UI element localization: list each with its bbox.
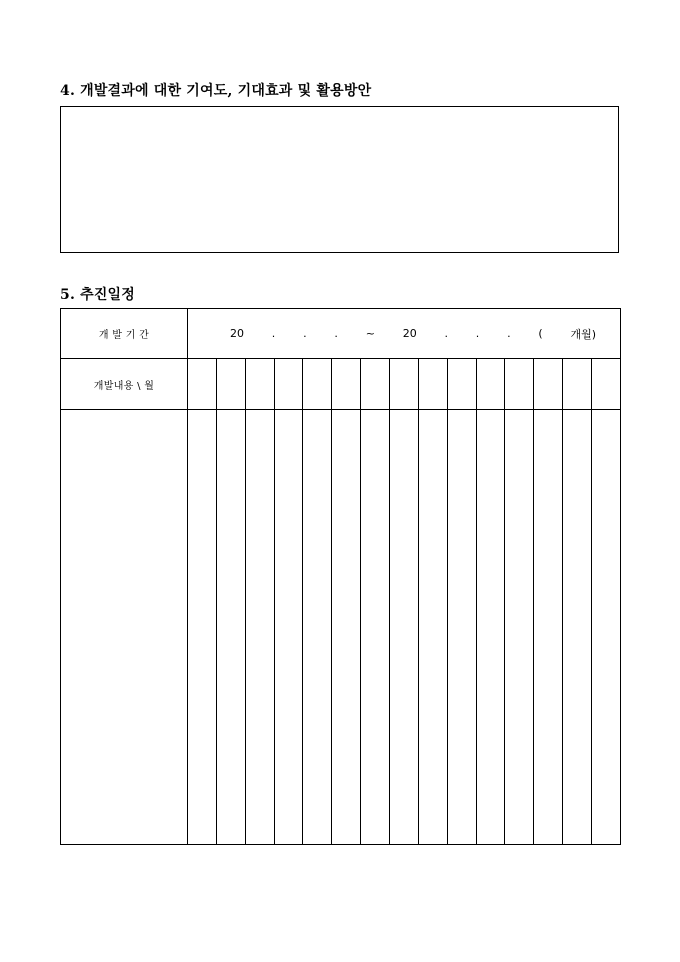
- period-row: [61, 309, 621, 359]
- month-header-cell[interactable]: [361, 359, 390, 410]
- month-schedule-cell[interactable]: [592, 410, 621, 845]
- period-value-cell[interactable]: [188, 309, 621, 359]
- month-schedule-cell[interactable]: [216, 410, 245, 845]
- month-schedule-cell[interactable]: [418, 410, 447, 845]
- period-dot: .: [475, 327, 480, 340]
- month-header-cell[interactable]: [390, 359, 419, 410]
- period-dot: .: [444, 327, 448, 340]
- month-header-cell[interactable]: [188, 359, 217, 410]
- month-header-cell[interactable]: [476, 359, 505, 410]
- month-header-cell[interactable]: [332, 359, 361, 410]
- section5-heading: 5. 추진일정: [60, 287, 135, 303]
- period-tilde: ~: [365, 327, 375, 340]
- month-header-cell[interactable]: [505, 359, 534, 410]
- month-schedule-cell[interactable]: [447, 410, 476, 845]
- month-header-cell[interactable]: [303, 359, 332, 410]
- period-end-year: 20: [402, 327, 417, 340]
- month-header-cell[interactable]: [447, 359, 476, 410]
- month-schedule-cell[interactable]: [563, 410, 592, 845]
- month-header-cell[interactable]: [274, 359, 303, 410]
- period-start-year: 20: [230, 327, 244, 340]
- month-schedule-cell[interactable]: [390, 410, 419, 845]
- period-dot: .: [303, 327, 307, 340]
- month-schedule-cell[interactable]: [303, 410, 332, 845]
- schedule-body-row: [61, 410, 621, 845]
- month-schedule-cell[interactable]: [505, 410, 534, 845]
- period-dot: .: [271, 327, 276, 340]
- section4-heading: 4. 개발결과에 대한 기여도, 기대효과 및 활용방안: [60, 83, 372, 99]
- content-month-label: 개발내용 \ 월: [61, 359, 188, 410]
- month-schedule-cell[interactable]: [534, 410, 563, 845]
- schedule-table: [60, 308, 621, 845]
- month-header-cell[interactable]: [216, 359, 245, 410]
- period-months: 개월): [570, 327, 597, 341]
- month-header-cell[interactable]: [592, 359, 621, 410]
- month-schedule-cell[interactable]: [274, 410, 303, 845]
- month-schedule-cell[interactable]: [245, 410, 274, 845]
- month-schedule-cell[interactable]: [361, 410, 390, 845]
- period-paren-open: (: [538, 327, 543, 340]
- period-label: 개 발 기 간: [61, 309, 188, 359]
- month-header-cell[interactable]: [534, 359, 563, 410]
- month-schedule-cell[interactable]: [188, 410, 217, 845]
- period-dot: .: [334, 327, 338, 340]
- month-header-row: [61, 359, 621, 410]
- month-header-cell[interactable]: [245, 359, 274, 410]
- content-cell[interactable]: [61, 410, 188, 845]
- period-dot: .: [507, 327, 511, 340]
- month-schedule-cell[interactable]: [332, 410, 361, 845]
- period-value: [188, 326, 620, 342]
- month-header-cell[interactable]: [563, 359, 592, 410]
- month-schedule-cell[interactable]: [476, 410, 505, 845]
- contribution-text-box[interactable]: [60, 106, 619, 253]
- month-header-cell[interactable]: [418, 359, 447, 410]
